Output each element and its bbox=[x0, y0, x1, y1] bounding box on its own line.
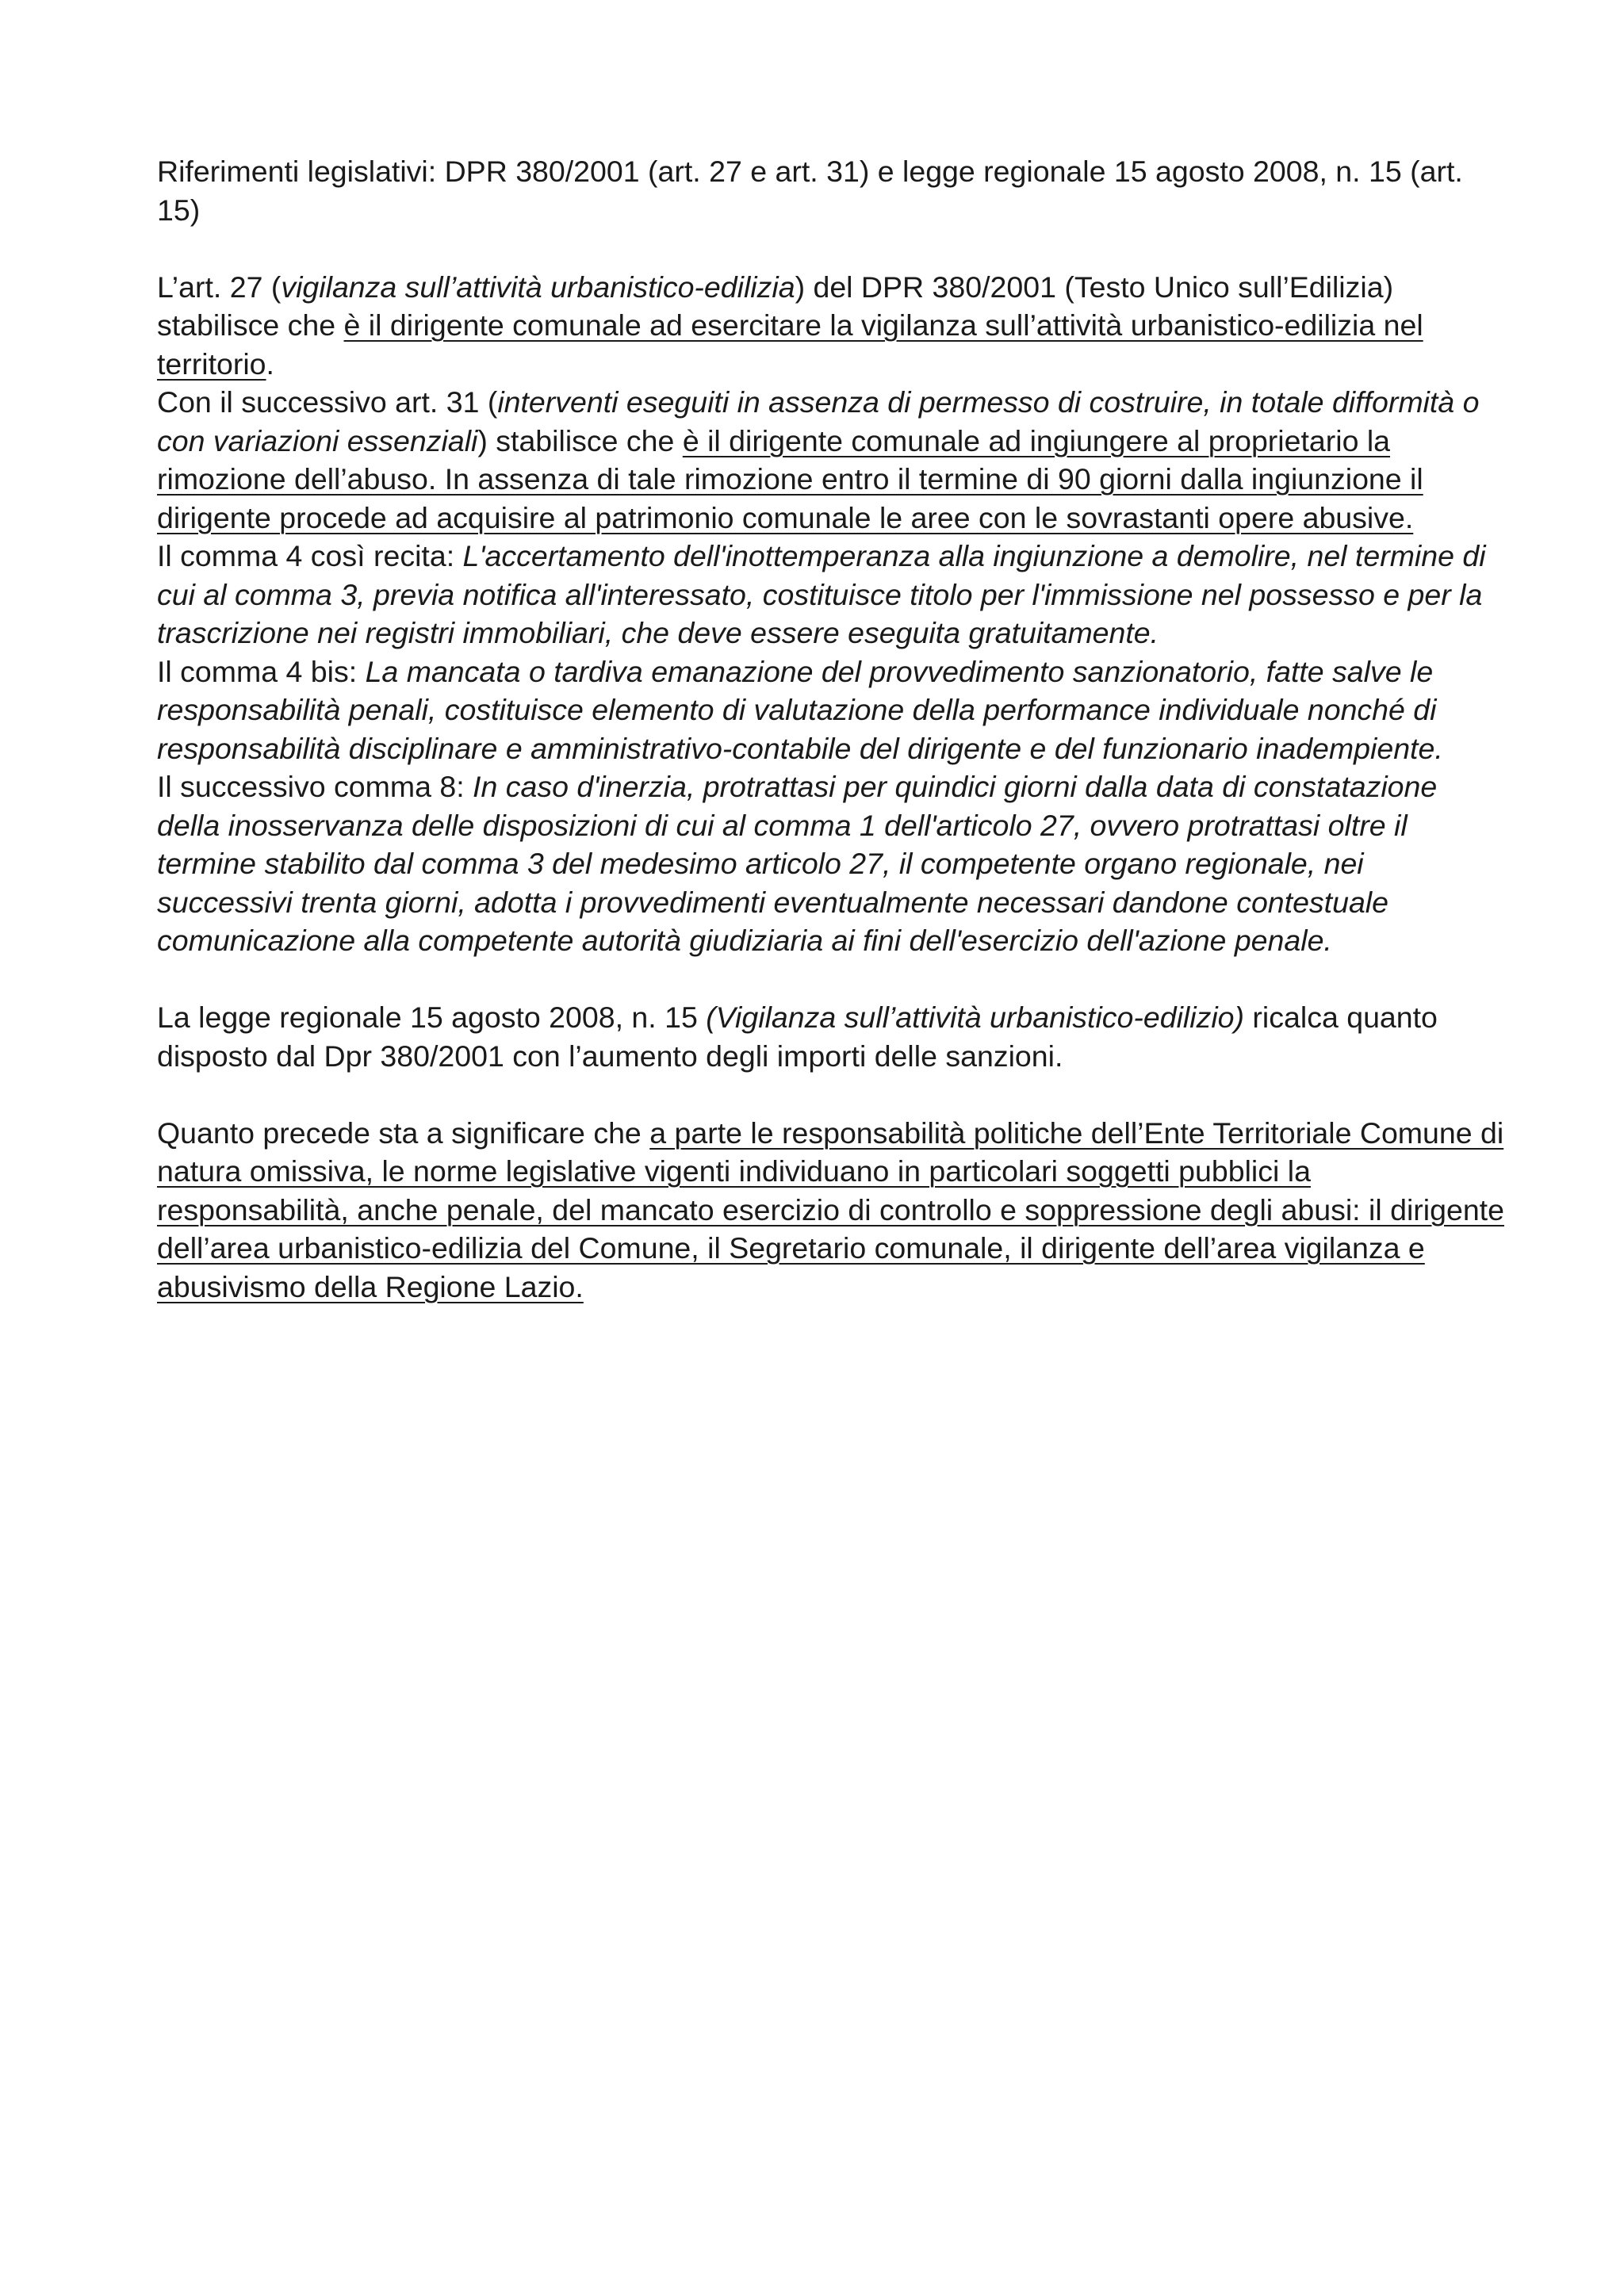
comma4-quote: L'accertamento dell'inottemperanza alla ingiunzione a demolire, nel termine di cui al comma 3, previa notifica all'interessato, costituisce titolo per l'immissione nel possesso e per la trascrizione nei registri immobiliari, che deve essere eseguita gratuitamente. bbox=[157, 539, 1486, 649]
art27-title: vigilanza sull’attività urbanistico-edilizia bbox=[281, 270, 795, 304]
comma-4-bis-paragraph bbox=[157, 652, 1505, 768]
art31-title: interventi eseguiti in assenza di permesso di costruire, in totale difformità o con variazioni essenziali bbox=[157, 385, 1480, 457]
comma4bis-intro: Il comma 4 bis: bbox=[157, 654, 366, 688]
comma4-intro: Il comma 4 così recita: bbox=[157, 539, 463, 572]
comma8-quote: In caso d'inerzia, protrattasi per quindici giorni dalla data di constatazione della inosservanza delle disposizioni di cui al comma 1 dell'articolo 27, ovvero protrattasi oltre il termine stabilito dal comma 3 del medesimo articolo 27, il competente organo regionale, nei successivi trenta giorni, adotta i provvedimenti eventualmente necessari dandone contestuale comunicazione alla competente autorità giudiziaria ai fini dell'esercizio dell'azione penale. bbox=[157, 770, 1438, 957]
art27-intro: L’art. 27 ( bbox=[157, 270, 282, 304]
references-text: Riferimenti legislativi: DPR 380/2001 (art. 27 e art. 31) e legge regionale 15 agosto 2008, n. 15 (art. 15) bbox=[157, 155, 1463, 227]
paragraph-spacer bbox=[157, 1075, 1505, 1114]
comma8-intro: Il successivo comma 8: bbox=[157, 770, 473, 803]
regional-intro: La legge regionale 15 agosto 2008, n. 15 bbox=[157, 1001, 707, 1034]
regional-law-paragraph bbox=[157, 998, 1505, 1075]
paragraph-spacer bbox=[157, 229, 1505, 268]
regional-title: (Vigilanza sull’attività urbanistico-edilizio) bbox=[706, 1001, 1245, 1034]
conclusion-paragraph bbox=[157, 1114, 1505, 1307]
comma4bis-quote: La mancata o tardiva emanazione del provvedimento sanzionatorio, fatte salve le responsabilità penali, costituisce elemento di valutazione della performance individuale nonché di responsabilità disciplinare e amministrativo-contabile del dirigente e del funzionario inadempiente. bbox=[157, 654, 1443, 765]
art31-intro: Con il successivo art. 31 ( bbox=[157, 385, 498, 419]
legislative-references bbox=[157, 152, 1505, 229]
art27-underlined: è il dirigente comunale ad esercitare la vigilanza sull’attività urbanistico-edilizia nel territorio bbox=[157, 308, 1423, 381]
comma-4-paragraph bbox=[157, 537, 1505, 652]
art27-end: . bbox=[266, 346, 274, 381]
art31-underlined: è il dirigente comunale ad ingiungere al proprietario la rimozione dell’abuso. In assenza di tale rimozione entro il termine di 90 giorni dalla ingiunzione il dirigente procede ad acquisire al patrimonio comunale le aree con le sovrastanti opere abusive. bbox=[157, 423, 1423, 534]
comma-8-paragraph bbox=[157, 767, 1505, 960]
art31-text: ) stabilisce che bbox=[477, 423, 683, 457]
art-27-paragraph bbox=[157, 268, 1505, 384]
paragraph-spacer bbox=[157, 960, 1505, 999]
art27-text: ) del DPR 380/2001 (Testo Unico sull’Edilizia) stabilisce che bbox=[157, 270, 1394, 342]
conclusion-intro: Quanto precede sta a significare che bbox=[157, 1115, 650, 1150]
art-31-paragraph bbox=[157, 383, 1505, 537]
regional-text: ricalca quanto disposto dal Dpr 380/2001 con l’aumento degli importi delle sanzioni. bbox=[157, 1001, 1438, 1073]
document-body bbox=[157, 152, 1505, 1306]
conclusion-underlined: a parte le responsabilità politiche dell’Ente Territoriale Comune di natura omissiva, le norme legislative vigenti individuano in particolari soggetti pubblici la responsabilità, anche penale, del mancato esercizio di controllo e soppressione degli abusi: il dirigente dell’area urbanistico-edilizia del Comune, il Segretario comunale, il dirigente dell’area vigilanza e abusivismo della Regione Lazio. bbox=[157, 1115, 1504, 1303]
